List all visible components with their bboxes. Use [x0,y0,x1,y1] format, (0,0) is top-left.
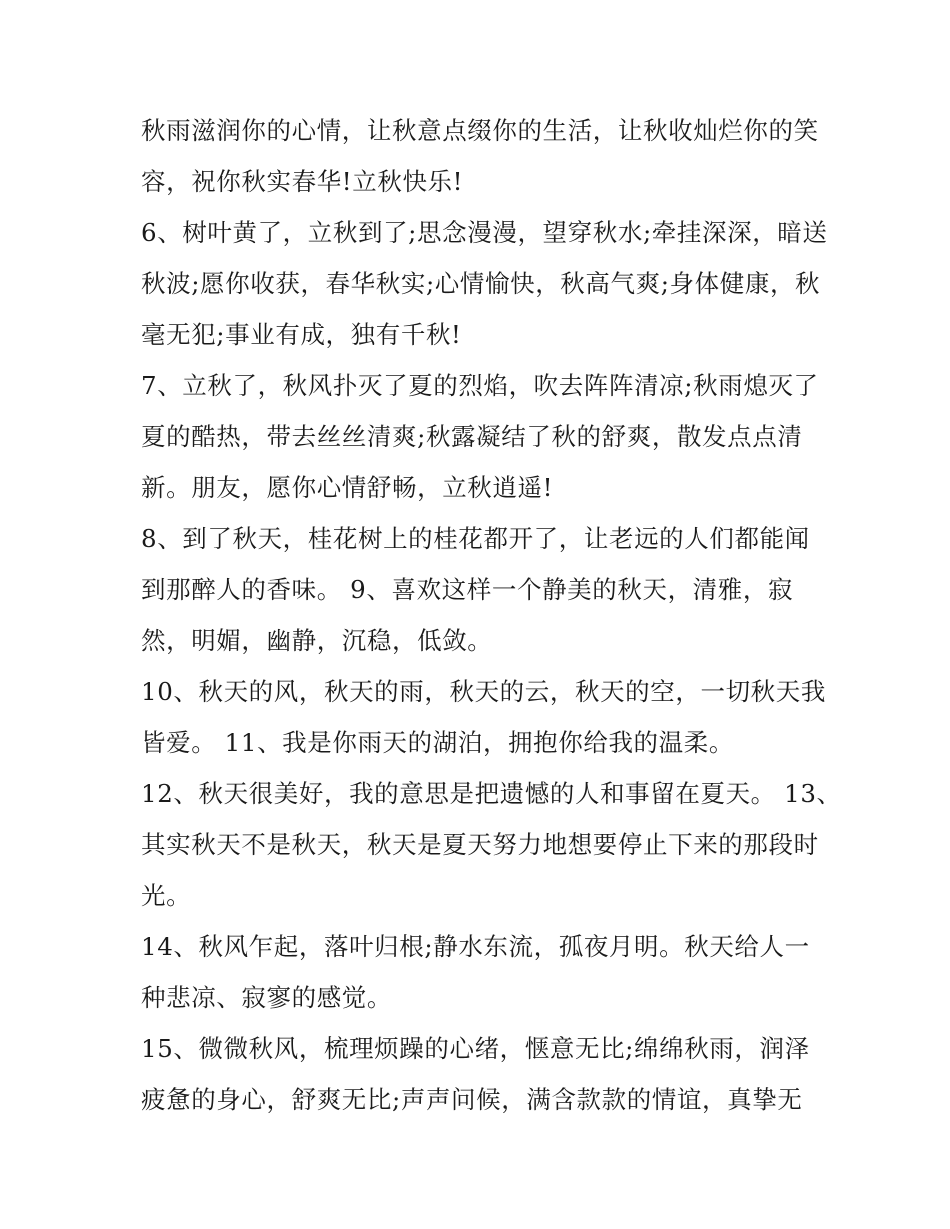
text-line: 疲惫的身心，舒爽无比;声声问候，满含款款的情谊，真挚无 [141,1085,803,1114]
text-line: 秋波;愿你收获，春华秋实;心情愉快，秋高气爽;身体健康，秋 [141,269,821,298]
paragraph-6 [141,207,828,360]
text-line: 然，明媚，幽静，沉稳，低敛。 [141,626,493,655]
text-line: 7、立秋了，秋风扑灭了夏的烈焰，吹去阵阵清凉;秋雨熄灭了 [141,371,819,400]
text-line: 毫无犯;事业有成，独有千秋! [141,320,462,349]
paragraph-15 [141,1023,821,1125]
paragraph-intro [141,105,821,207]
text-line: 15、微微秋风，梳理烦躁的心绪，惬意无比;绵绵秋雨，润泽 [141,1034,810,1063]
text-line: 到那醉人的香味。 9、喜欢这样一个静美的秋天，清雅，寂 [141,575,794,604]
text-line: 光。 [141,881,192,910]
text-line: 8、到了秋天，桂花树上的桂花都开了，让老远的人们都能闻 [141,524,810,553]
text-line: 容，祝你秋实春华!立秋快乐! [141,167,464,196]
paragraph-10-11 [141,666,826,768]
text-line: 10、秋天的风，秋天的雨，秋天的云，秋天的空，一切秋天我 [141,677,826,706]
document-body [141,105,842,1125]
text-line: 秋雨滋润你的心情，让秋意点缀你的生活，让秋收灿烂你的笑 [141,116,819,145]
paragraph-14 [141,921,821,1023]
text-line: 夏的酷热，带去丝丝清爽;秋露凝结了秋的舒爽，散发点点清 [141,422,803,451]
text-line: 其实秋天不是秋天，秋天是夏天努力地想要停止下来的那段时 [141,830,819,859]
text-line: 12、秋天很美好，我的意思是把遗憾的人和事留在夏天。 13、 [141,779,842,808]
text-line: 6、树叶黄了，立秋到了;思念漫漫，望穿秋水;牵挂深深，暗送 [141,218,828,247]
paragraph-12-13 [141,768,842,921]
text-line: 14、秋风乍起，落叶归根;静水东流，孤夜月明。秋天给人一 [141,932,810,961]
text-line: 新。朋友，愿你心情舒畅，立秋逍遥! [141,473,554,502]
text-line: 种悲凉、寂寥的感觉。 [141,983,392,1012]
paragraph-7 [141,360,821,513]
text-line: 皆爱。 11、我是你雨天的湖泊，拥抱你给我的温柔。 [141,728,734,757]
paragraph-8-9 [141,513,821,666]
